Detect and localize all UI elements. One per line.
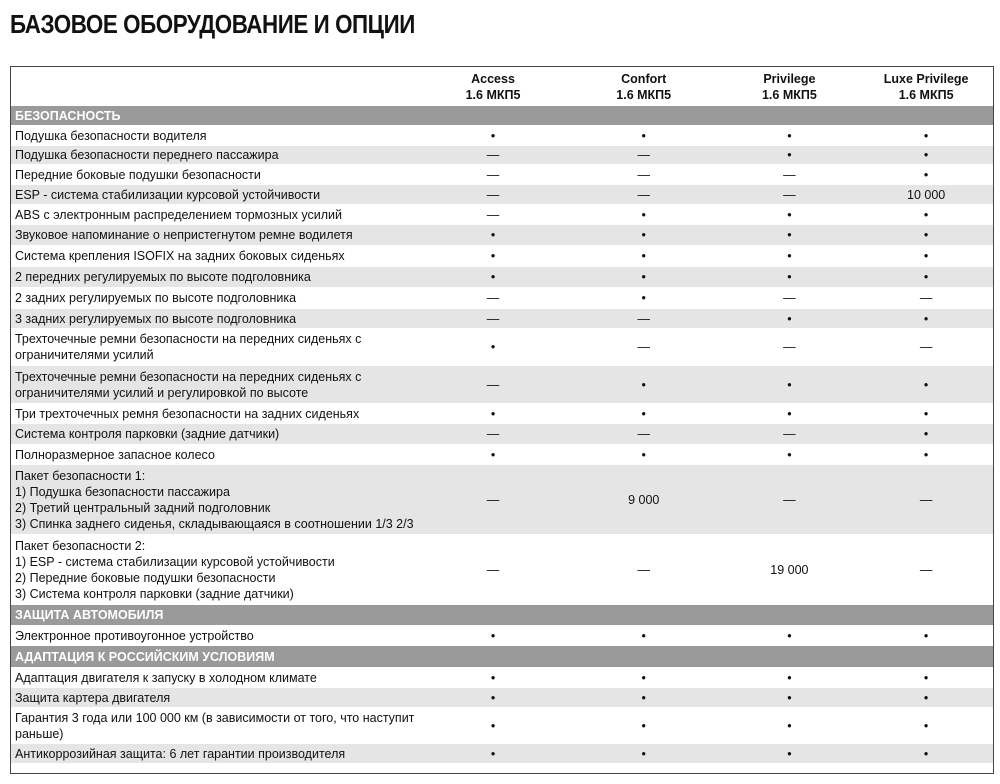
row-value: — (637, 427, 650, 441)
row-label: ESP - система стабилизации курсовой устойчивости (15, 187, 321, 202)
row-value: — (486, 187, 500, 202)
table-row (11, 688, 993, 708)
table-row (11, 126, 993, 146)
row-value: • (787, 670, 792, 685)
row-label: 2 передних регулируемых по высоте подголовника (15, 270, 311, 284)
row-value: • (787, 690, 792, 705)
column-engine: 1.6 МКП5 (761, 88, 817, 102)
row-value: — (783, 492, 796, 507)
row-label: Передние боковые подушки безопасности (15, 167, 261, 182)
table-row (11, 329, 993, 366)
row-value: • (923, 628, 929, 643)
row-label: Пакет безопасности 1: 1) Подушка безопасности пассажира 2) Третий центральный задний подголовник 3) Спинка заднего сиденья, складывающаяся в соотношении 1/3 2/3 (15, 468, 414, 531)
row-value: • (923, 718, 929, 733)
row-value: • (641, 270, 646, 284)
row-label: Подушка безопасности водителя (15, 128, 207, 143)
row-value: • (641, 291, 646, 305)
row-value: — (486, 207, 500, 222)
section-header (11, 106, 993, 126)
row-value: • (641, 670, 646, 685)
row-value: • (923, 746, 929, 761)
table-row (11, 146, 993, 165)
column-header-privilege (720, 67, 860, 103)
row-value: — (783, 427, 796, 441)
row-value: — (919, 340, 933, 354)
row-value: — (919, 562, 933, 577)
row-value: • (490, 746, 496, 761)
column-header-access (418, 67, 568, 103)
row-value: • (490, 628, 496, 643)
row-value: • (490, 406, 496, 421)
row-value: • (923, 690, 929, 705)
row-value: • (787, 628, 792, 643)
row-value: • (923, 670, 929, 685)
column-header-confort (568, 67, 720, 103)
row-value: • (641, 628, 646, 643)
table-row (11, 309, 993, 329)
row-value: • (490, 447, 496, 462)
table-row (11, 626, 993, 646)
column-header-luxe-privilege (859, 67, 993, 103)
table-row (11, 708, 993, 744)
table-row (11, 445, 993, 465)
row-value: • (641, 406, 646, 421)
row-value: • (923, 228, 929, 242)
row-value: • (490, 228, 496, 242)
row-value: — (637, 167, 650, 182)
row-value: • (641, 690, 646, 705)
row-value: — (486, 311, 500, 326)
row-label: ABS с электронным распределением тормозных усилий (15, 207, 343, 222)
row-value: — (783, 167, 796, 182)
table-row (11, 205, 993, 225)
row-value: • (787, 311, 792, 326)
row-label: Трехточечные ремни безопасности на передних сиденьях с ограничителями усилий (15, 332, 362, 362)
table-body (11, 106, 993, 764)
row-value: — (486, 492, 500, 507)
row-value: • (490, 670, 496, 685)
column-engine: 1.6 МКП5 (898, 88, 954, 102)
table-row (11, 225, 993, 246)
row-label: Электронное противоугонное устройство (15, 628, 254, 643)
column-engine: 1.6 МКП5 (465, 88, 521, 102)
row-value: • (787, 270, 792, 284)
row-label: Подушка безопасности переднего пассажира (15, 148, 279, 162)
row-value: • (787, 718, 792, 733)
table-row (11, 288, 993, 309)
row-value: • (787, 207, 792, 222)
row-value: • (641, 228, 646, 242)
row-value: — (486, 167, 500, 182)
row-value: • (490, 270, 496, 284)
row-label: Трехточечные ремни безопасности на передних сиденьях с ограничителями усилий и регулировкой по высоте (15, 369, 362, 400)
row-value: • (641, 377, 646, 392)
row-value: • (787, 228, 792, 242)
row-value: • (923, 311, 929, 326)
table-row (11, 165, 993, 185)
row-value: — (486, 148, 500, 162)
row-value: • (923, 207, 929, 222)
row-value: — (486, 427, 500, 441)
row-value: — (783, 187, 796, 202)
row-label: Адаптация двигателя к запуску в холодном климате (15, 670, 317, 685)
row-value: • (490, 128, 496, 143)
table-row (11, 744, 993, 764)
row-label: Полноразмерное запасное колесо (15, 447, 215, 462)
row-value: • (787, 128, 792, 143)
row-value: • (641, 207, 646, 222)
equipment-table (10, 66, 994, 774)
row-value: — (637, 562, 650, 577)
row-value: — (637, 148, 650, 162)
table-header (11, 67, 993, 106)
column-name: Luxe Privilege (883, 72, 969, 86)
row-value: • (923, 427, 929, 441)
row-value: • (923, 406, 929, 421)
row-label: Гарантия 3 года или 100 000 км (в зависимости от того, что наступит раньше) (15, 710, 415, 741)
page-title: БАЗОВОЕ ОБОРУДОВАНИЕ И ОПЦИИ (10, 9, 415, 39)
section-label: АДАПТАЦИЯ К РОССИЙСКИМ УСЛОВИЯМ (15, 649, 275, 664)
column-name: Confort (621, 72, 667, 86)
row-value: 19 000 (770, 562, 809, 577)
section-label: ЗАЩИТА АВТОМОБИЛЯ (15, 608, 164, 622)
row-value: — (637, 187, 650, 202)
table-row (11, 366, 993, 404)
row-label: Система крепления ISOFIX на задних боковых сиденьях (15, 249, 345, 263)
row-value: — (783, 340, 796, 354)
row-value: — (783, 291, 796, 305)
row-value: • (787, 148, 792, 162)
section-header (11, 605, 993, 626)
row-value: • (923, 270, 929, 284)
row-label: Защита картера двигателя (15, 690, 171, 705)
row-value: 10 000 (907, 187, 946, 202)
row-value: • (787, 406, 792, 421)
column-engine: 1.6 МКП5 (616, 88, 672, 102)
row-label: Пакет безопасности 2: 1) ESP - система стабилизации курсовой устойчивости 2) Передние боковые подушки безопасности 3) Система контроля парковки (задние датчики) (15, 538, 335, 601)
row-value: • (923, 447, 929, 462)
row-value: — (637, 340, 650, 354)
row-value: • (641, 128, 646, 143)
row-value: • (923, 128, 929, 143)
row-value: • (923, 377, 929, 392)
column-name: Access (471, 72, 515, 86)
row-value: • (641, 447, 646, 462)
row-value: — (486, 291, 500, 305)
row-value: • (490, 249, 496, 263)
row-value: • (787, 746, 792, 761)
row-label: Система контроля парковки (задние датчики) (15, 427, 280, 441)
row-value: — (919, 492, 933, 507)
row-value: • (787, 377, 792, 392)
row-value: • (923, 167, 929, 182)
row-value: • (490, 340, 496, 354)
table-row (11, 185, 993, 205)
section-label: БЕЗОПАСНОСТЬ (15, 108, 121, 123)
section-header (11, 646, 993, 668)
row-value: — (486, 377, 500, 392)
row-value: • (641, 746, 646, 761)
row-value: • (923, 148, 929, 162)
row-value: • (641, 249, 646, 263)
table-row (11, 404, 993, 424)
row-value: • (923, 249, 929, 263)
table-row (11, 267, 993, 288)
row-label: 3 задних регулируемых по высоте подголовника (15, 311, 297, 326)
table-row (11, 535, 993, 605)
row-label: Три трехточечных ремня безопасности на задних сиденьях (15, 406, 360, 421)
row-label: Антикоррозийная защита: 6 лет гарантии производителя (15, 746, 346, 761)
table-row (11, 424, 993, 445)
table-row (11, 246, 993, 267)
row-value: — (637, 311, 650, 326)
row-value: • (490, 690, 496, 705)
row-label: 2 задних регулируемых по высоте подголовника (15, 291, 297, 305)
row-value: — (919, 291, 933, 305)
table-row (11, 668, 993, 688)
row-value: • (787, 447, 792, 462)
row-label: Звуковое напоминание о непристегнутом ремне водилетя (15, 228, 353, 242)
table-row (11, 465, 993, 535)
row-value: 9 000 (628, 492, 660, 507)
row-value: • (641, 718, 646, 733)
row-value: • (490, 718, 496, 733)
row-value: • (787, 249, 792, 263)
row-value: — (486, 562, 500, 577)
column-name: Privilege (763, 72, 816, 86)
